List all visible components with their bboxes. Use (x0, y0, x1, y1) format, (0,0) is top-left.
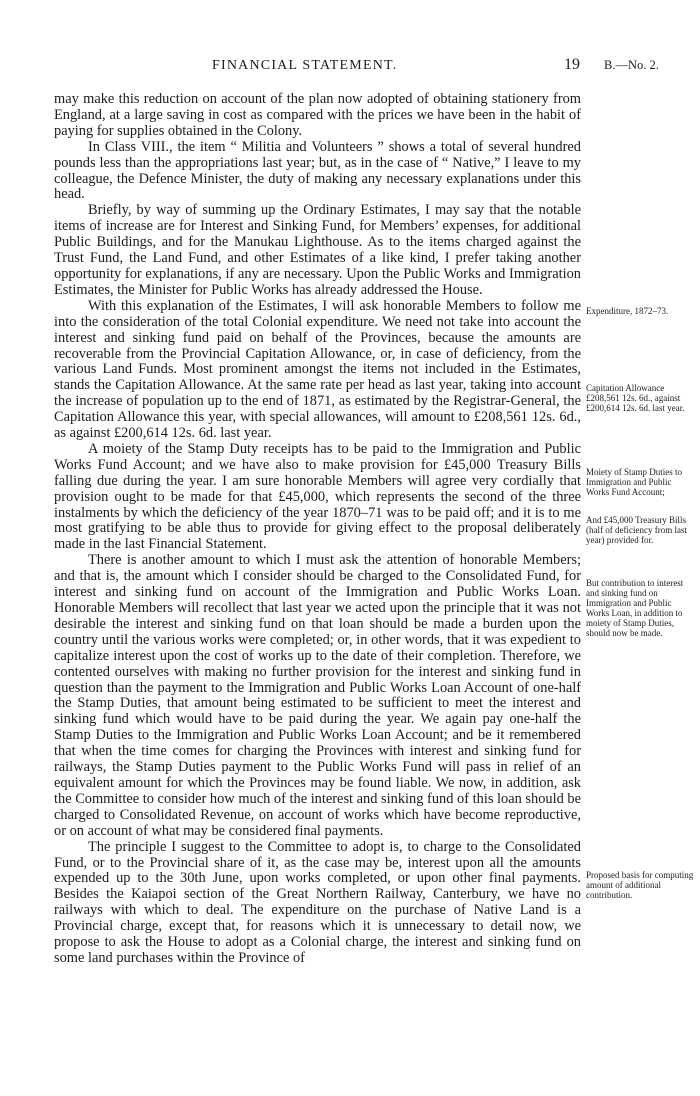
paragraph: In Class VIII., the item “ Militia and Volunteers ” shows a total of several hundred pounds less than the appropriations last year; but, as in the case of “ Native,” I leave to my colleague, the Defence Minister, the duty of making any necessary explanations under this head. (54, 138, 581, 203)
document-reference: B.—No. 2. (604, 58, 659, 72)
paragraph: A moiety of the Stamp Duty receipts has to be paid to the Immigration and Public Works Fund Account; and we have also to make provision for £45,000 Treasury Bills falling due during the year. I am sure honorable Members will agree very cordially that provision ought to be made for that £45,000, which represents the second of the three instalments by which the deficiency of the year 1870–71 was to be paid off; and it is to me most gratifying to be able thus to provide for giving effect to the proposal deliberately made in the last Financial Statement. (54, 440, 581, 553)
page-number: 19 (564, 56, 580, 73)
sidenote: Moiety of Stamp Duties to Immigration and Public Works Fund Account; (586, 467, 682, 497)
running-title: FINANCIAL STATEMENT. (212, 58, 398, 73)
sidenote: Capitation Allowance £208,561 12s. 6d., against £200,614 12s. 6d. last year. (586, 383, 685, 413)
paragraph: The principle I suggest to the Committee to adopt is, to charge to the Consolidated Fund, or to the Provincial share of it, as the case may be, interest upon all the amounts expended up to the 30th June, upon works completed, or upon other final payments. Besides the Kaiapoi section of the Great Northern Railway, Canterbury, we have no railways with which to deal. The expenditure on the purchase of Native Land is a Provincial charge, except that, for reasons which it is unnecessary to detail now, we propose to ask the House to adopt as a Colonial charge, the interest and sinking fund on some land purchases within the Province of (54, 838, 581, 966)
sidenote: But contribution to interest and sinking fund on Immigration and Public Works Loan, in addition to moiety of Stamp Duties, should now be made. (586, 578, 684, 638)
sidenote: And £45,000 Treasury Bills (half of deficiency from last year) provided for. (586, 515, 687, 545)
page-header (0, 58, 700, 78)
main-text (54, 92, 581, 967)
paragraph: Briefly, by way of summing up the Ordinary Estimates, I may say that the notable items of increase are for Interest and Sinking Fund, for Members’ expenses, for additional Public Buildings, and for the Manukau Lighthouse. As to the items charged against the Trust Fund, the Land Fund, and other Estimates of a like kind, I prefer taking another opportunity for explanations, if any are necessary. Upon the Public Works and Immigration Estimates, the Minister for Public Works has already addressed the House. (54, 202, 581, 298)
paragraph: With this explanation of the Estimates, I will ask honorable Members to follow me into the consideration of the total Colonial expenditure. We need not take into account the interest and sinking fund paid on behalf of the Provinces, because the amounts are recoverable from the Provincial Capitation Allowance, or, in case of deficiency, from the various Land Funds. Most prominent amongst the items not included in the Estimates, stands the Capitation Allowance. At the same rate per head as last year, taking into account the increase of population up to the end of 1871, as estimated by the Registrar-General, the Capitation Allowance this year, with special allowances, will amount to £208,561 12s. 6d., as against £200,614 12s. 6d. last year. (54, 297, 581, 442)
paragraph: may make this reduction on account of the plan now adopted of obtaining stationery from England, at a large saving in cost as compared with the prices we have been in the habit of paying for supplies obtained in the Colony. (54, 91, 581, 139)
sidenote: Expenditure, 1872–73. (586, 306, 669, 316)
paragraph: There is another amount to which I must ask the attention of honorable Members; and that is, the amount which I consider should be charged to the Consolidated Fund, for interest and sinking fund on account of the Immigration and Public Works Loan. Honorable Members will recollect that last year we acted upon the principle that it was not desirable the interest and sinking fund on that loan should be made a burden upon the country until the various works were completed; or, in other words, that it was expedient to capitalize interest upon the cost of works up to the date of their completion. Therefore, we contented ourselves with making no further provision for the interest and sinking fund in question than the payment to the Immigration and Public Works Loan Account of one-half the Stamp Duties, that amount being estimated to be sufficient to meet the interest and sinking fund which would have to be paid during the year. We again pay one-half the Stamp Duties to the Immigration and Public Works Loan Account; and be it remembered that when the time comes for charging the Provinces with interest and sinking fund for railways, the Stamp Duties payment to the Public Works Fund will pass in relief of an equivalent amount for which the Provinces may be found liable. We now, in addition, ask the Committee to consider how much of the interest and sinking fund of this loan should be charged to Consolidated Revenue, on account of works which have become reproductive, or on account of what may be considered final payments. (54, 552, 581, 839)
sidenote: Proposed basis for computing amount of additional contribution. (586, 870, 694, 900)
